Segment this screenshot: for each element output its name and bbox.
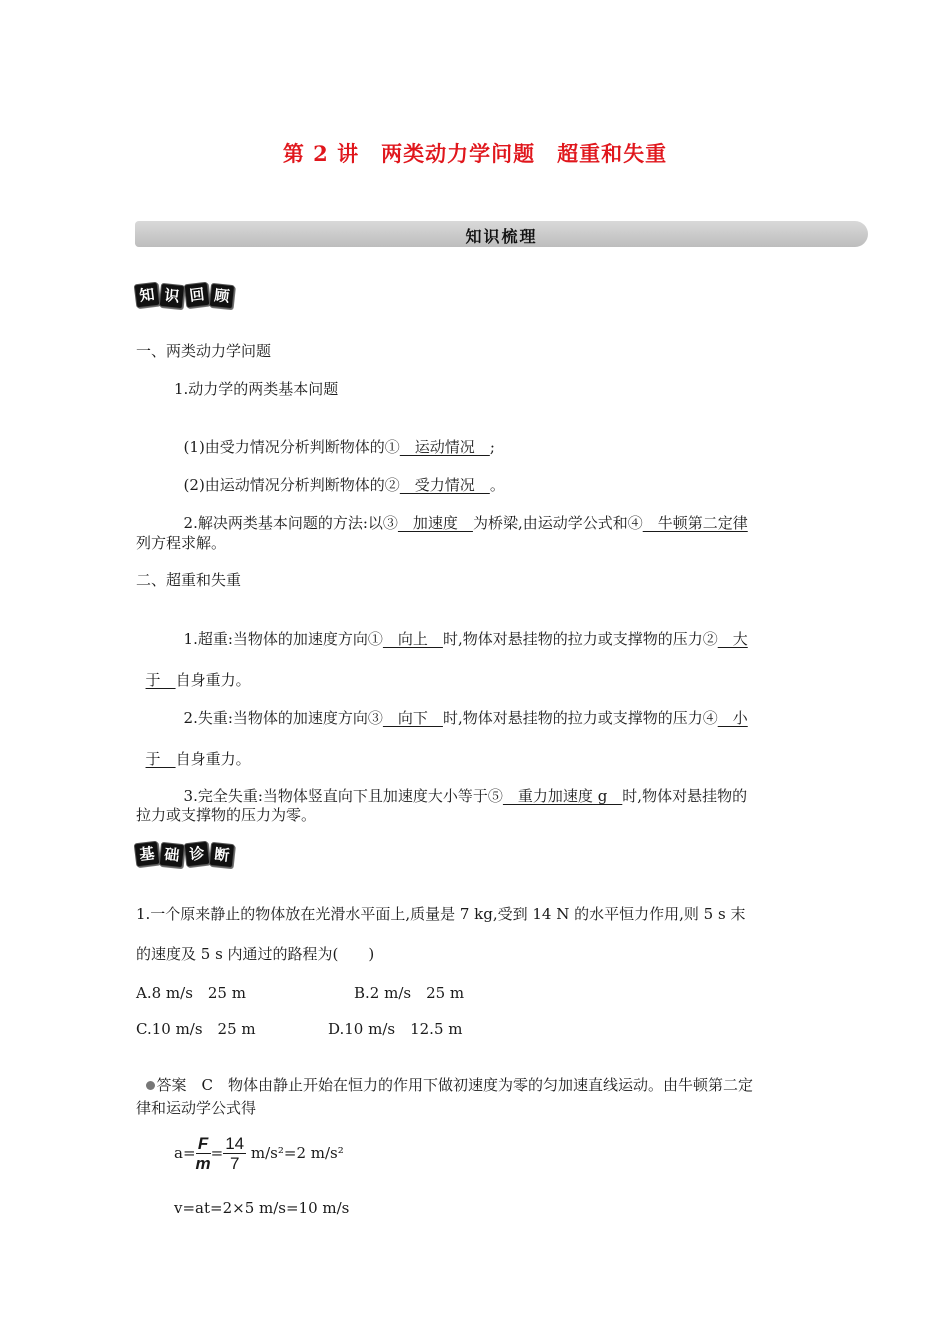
answer-line1	[136, 1055, 753, 1095]
text: 3.完全失重:当物体竖直向下且加速度大小等于⑤	[183, 787, 503, 805]
badge-char: 诊	[184, 841, 211, 868]
part2-item3-cont: 拉力或支撑物的压力为零。	[136, 806, 317, 824]
eq-text: 14	[225, 1134, 245, 1153]
text: 时,物体对悬挂物的拉力或支撑物的压力②	[442, 630, 718, 648]
answer-blank: 于	[145, 750, 176, 768]
answer-blank: 小	[717, 709, 748, 727]
section-header-label: 知识梳理	[465, 227, 538, 246]
part2-item1-cont	[136, 650, 251, 690]
text: 时,物体对悬挂物的	[622, 787, 748, 805]
part1-heading: 一、两类动力学问题	[136, 342, 272, 360]
text: ;	[489, 438, 495, 456]
text: 2.失重:当物体的加速度方向③	[183, 709, 383, 727]
text: 1.超重:当物体的加速度方向①	[183, 630, 383, 648]
option-a: A.8 m/s 25 m	[136, 984, 246, 1002]
text: 。	[489, 476, 505, 494]
answer-blank: 受力情况	[399, 476, 490, 494]
badge-char: 断	[209, 842, 235, 868]
part1-item2	[174, 493, 748, 533]
part1-item2-cont: 列方程求解。	[136, 534, 227, 552]
part2-heading: 二、超重和失重	[136, 571, 242, 589]
eq-text: F	[197, 1134, 209, 1153]
answer-blank: 于	[145, 671, 176, 689]
text: 自身重力。	[175, 671, 251, 689]
equation-acceleration	[174, 1134, 344, 1174]
answer-blank: 牛顿第二定律	[642, 514, 748, 532]
badge-char: 础	[159, 842, 185, 868]
part1-sub1	[174, 417, 495, 457]
answer-line2: 律和运动学公式得	[136, 1099, 257, 1117]
fraction-f-over-m	[196, 1134, 211, 1174]
eq-text: m	[195, 1154, 211, 1173]
eq-text: 7	[229, 1154, 240, 1173]
question-stem-line2: 的速度及 5 s 内通过的路程为( )	[136, 945, 375, 963]
answer-label: 答案 C	[156, 1076, 214, 1094]
answer-blank: 向上	[382, 630, 443, 648]
part1-sub2	[174, 455, 505, 495]
badge-char: 知	[134, 282, 161, 309]
eq-text: a=	[174, 1144, 196, 1162]
equation-velocity: v=at=2×5 m/s=10 m/s	[174, 1199, 350, 1217]
section-header-bar	[135, 221, 868, 247]
badge-char: 基	[134, 841, 161, 868]
text: 自身重力。	[175, 750, 251, 768]
badge-char: 回	[184, 282, 211, 309]
badge-char: 顾	[209, 283, 235, 309]
part2-item2-cont	[136, 729, 251, 769]
part1-item1: 1.动力学的两类基本问题	[174, 380, 339, 398]
answer-blank: 加速度	[397, 514, 473, 532]
page-title: 第 2 讲 两类动力学问题 超重和失重	[282, 141, 668, 166]
eq-text: m/s²=2 m/s²	[246, 1144, 344, 1162]
badge-char: 识	[159, 283, 185, 309]
text: (1)由受力情况分析判断物体的①	[183, 438, 400, 456]
text: 2.解决两类基本问题的方法:以③	[183, 514, 398, 532]
option-c: C.10 m/s 25 m	[136, 1020, 256, 1038]
part2-item3	[174, 766, 747, 806]
question-stem-line1: 1.一个原来静止的物体放在光滑水平面上,质量是 7 kg,受到 14 N 的水平恒力作用,则 5 s 末	[136, 905, 746, 923]
eq-text: =	[210, 1144, 224, 1162]
part2-item1	[174, 609, 748, 649]
part2-item2	[174, 688, 748, 728]
answer-text: 物体由静止开始在恒力的作用下做初速度为零的匀加速直线运动。由牛顿第二定	[213, 1076, 754, 1094]
answer-blank: 运动情况	[399, 438, 490, 456]
text: (2)由运动情况分析判断物体的②	[183, 476, 400, 494]
answer-marker-icon	[146, 1081, 155, 1090]
answer-blank: 重力加速度 g	[502, 787, 623, 805]
option-b: B.2 m/s 25 m	[354, 984, 465, 1002]
text: 为桥梁,由运动学公式和④	[472, 514, 643, 532]
answer-blank: 向下	[382, 709, 443, 727]
text: 时,物体对悬挂物的拉力或支撑物的压力④	[442, 709, 718, 727]
fraction-14-over-7	[223, 1134, 246, 1174]
option-d: D.10 m/s 12.5 m	[328, 1020, 463, 1038]
knowledge-review-badge	[135, 283, 234, 307]
basic-diagnosis-badge	[135, 842, 234, 866]
answer-blank: 大	[717, 630, 748, 648]
